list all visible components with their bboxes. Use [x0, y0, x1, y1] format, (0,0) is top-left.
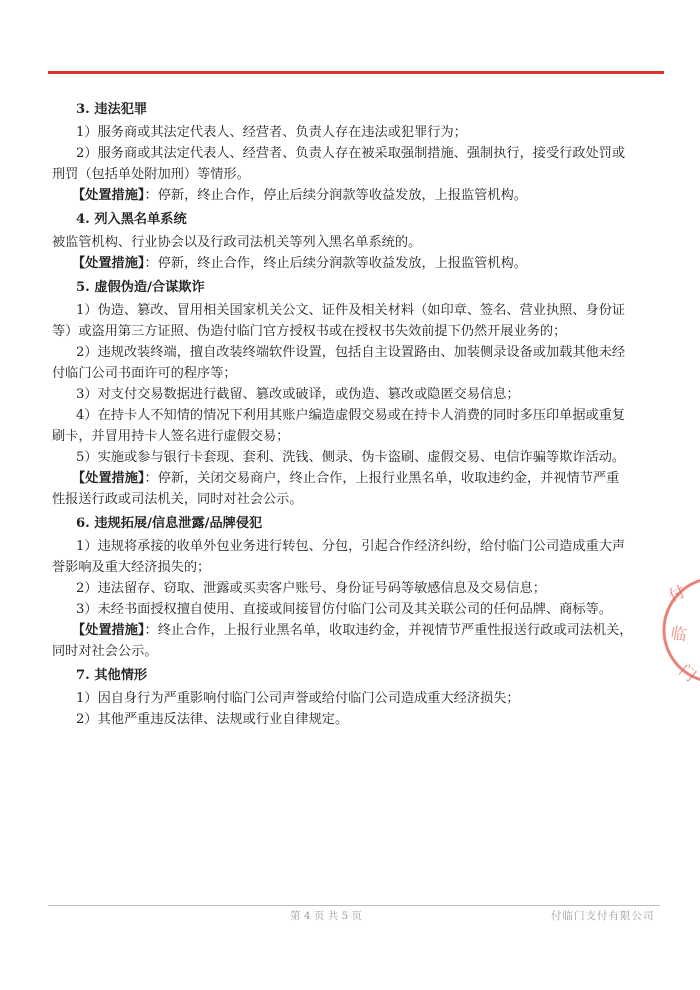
paragraph-continuation: 等）或盗用第三方证照、伪造付临门官方授权书或在授权书失效前提下仍然开展业务的； [52, 324, 567, 339]
measure-label: 【处置措施】 [72, 623, 145, 638]
paragraph: 1）违规将承接的收单外包业务进行转包、分包，引起合作经济纠纷，给付临门公司造成重大声 [76, 539, 626, 554]
paragraph: 4）在持卡人不知情的情况下利用其账户编造虚假交易或在持卡人消费的同时多压印单据或重复 [76, 408, 626, 423]
svg-text:临: 临 [669, 623, 689, 645]
paragraph: 1）伪造、篡改、冒用相关国家机关公文、证件及相关材料（如印章、签名、营业执照、身份证 [76, 303, 626, 318]
svg-text:付: 付 [665, 581, 689, 606]
measure-line [72, 185, 666, 206]
measure-line [72, 620, 666, 641]
paragraph: 2）其他严重违反法律、法规或行业自律规定。 [76, 712, 349, 727]
seal-icon [658, 560, 700, 700]
company-seal-stamp [658, 560, 700, 700]
measure-text: ：停新，关闭交易商户，终止合作，上报行业黑名单，收取违约金，并视情节严重 [144, 471, 620, 486]
paragraph-continuation: 刑罚（包括单处附加刑）等情形。 [52, 167, 250, 182]
paragraph: 3）对支付交易数据进行截留、篡改或破译，或伪造、篡改或隐匿交易信息； [76, 387, 520, 402]
measure-label: 【处置措施】 [72, 188, 145, 203]
paragraph: 2）服务商或其法定代表人、经营者、负责人存在被采取强制措施、强制执行，接受行政处罚或 [76, 146, 626, 161]
section-title: 7. 其他情形 [76, 668, 148, 683]
measure-continuation: 性报送行政或司法机关，同时对社会公示。 [52, 492, 303, 507]
paragraph: 1）服务商或其法定代表人、经营者、负责人存在违法或犯罪行为； [76, 125, 467, 140]
footer-page-number: 第 4 页 共 5 页 [290, 910, 363, 922]
footer-company-name: 付临门支付有限公司 [551, 910, 655, 922]
measure-label: 【处置措施】 [72, 256, 145, 271]
paragraph: 1）因自身行为严重影响付临门公司声誉或给付临门公司造成重大经济损失； [76, 691, 520, 706]
paragraph: 2）违法留存、窃取、泄露或买卖客户账号、身份证号码等敏感信息及交易信息； [76, 581, 546, 596]
section-title: 6. 违规拓展/信息泄露/品牌侵犯 [76, 516, 263, 531]
measure-text: ：停新，终止合作，停止后续分润款等收益发放，上报监管机构。 [144, 188, 527, 203]
footer-rule [48, 905, 660, 906]
header-rule [48, 71, 664, 74]
paragraph: 被监管机构、行业协会以及行政司法机关等列入黑名单系统的。 [52, 235, 422, 250]
paragraph-continuation: 刷卡，并冒用持卡人签名进行虚假交易； [52, 429, 290, 444]
section-title: 4. 列入黑名单系统 [76, 212, 187, 227]
section-title: 5. 虚假伪造/合谋欺诈 [76, 280, 205, 295]
measure-line [72, 253, 666, 274]
svg-text:门: 门 [675, 660, 700, 686]
measure-text: ：停新，终止合作，终止后续分润款等收益发放，上报监管机构。 [144, 256, 527, 271]
paragraph: 2）违规改装终端，擅自改装终端软件设置，包括自主设置路由、加装侧录设备或加载其他未经 [76, 345, 626, 360]
measure-continuation: 同时对社会公示。 [52, 644, 158, 659]
paragraph-continuation: 付临门公司书面许可的程序等； [52, 366, 237, 381]
section-title: 3. 违法犯罪 [76, 102, 148, 117]
paragraph: 5）实施或参与银行卡套现、套利、洗钱、侧录、伪卡盗刷、虚假交易、电信诈骗等欺诈活动。 [76, 450, 626, 465]
document-body [52, 96, 666, 730]
paragraph-continuation: 誉影响及重大经济损失的； [52, 560, 211, 575]
paragraph: 3）未经书面授权擅自使用、直接或间接冒仿付临门公司及其关联公司的任何品牌、商标等。 [76, 602, 612, 617]
measure-text: ：终止合作，上报行业黑名单，收取违约金，并视情节严重性报送行政或司法机关， [144, 623, 633, 638]
measure-line [72, 468, 666, 489]
measure-label: 【处置措施】 [72, 471, 145, 486]
